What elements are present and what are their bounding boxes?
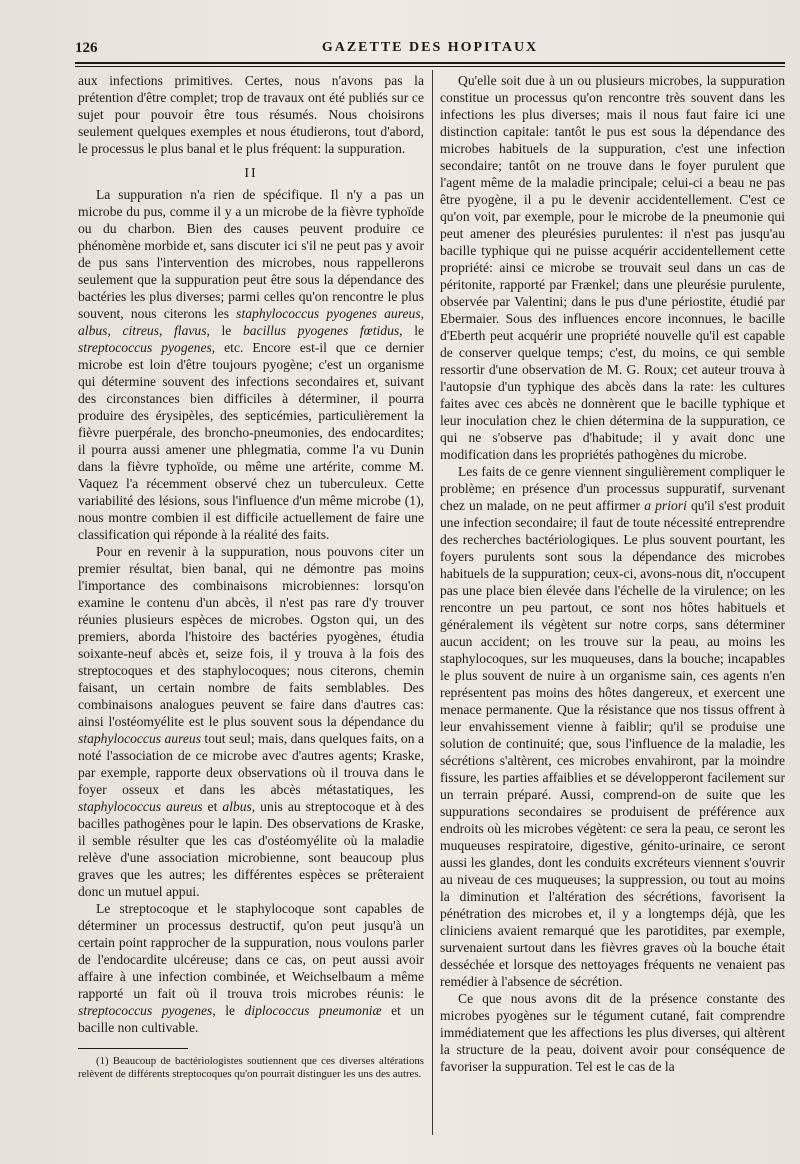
running-title: GAZETTE DES HOPITAUX [321, 40, 539, 55]
section-number: II [244, 166, 258, 181]
footnote: (1) Beaucoup de bactériologistes soutiennent que ces diverses altérations relèvent de différents streptocoques qu'on pourrait distinguer les uns des autres. [78, 1055, 424, 1080]
paragraph: Pour en revenir à la suppuration, nous pouvons citer un premier résultat, bien banal, qui ne démontre pas moins l'importance des combinaisons microbiennes: lorsqu'on examine le contenu d'un abcès, il n'est pas rare d'y trouver réunies plusieurs espèces de microbes. Ogston qui, un des premiers, aborda l'histoire des bactéries pyogènes, étudia soixante-neuf abcès et, seize fois, il y trouva à la fois des streptocoques et des staphylocoques; nous citerons, chemin faisant, un certain nombre de faits semblables. Des combinaisons analogues peuvent se faire dans d'autres cas: ainsi l'ostéomyélite est le plus souvent sous la dépendance du staphylococcus aureus tout seul; mais, dans quelques faits, on a noté l'association de ce microbe avec d'autres agents; Kraske, par exemple, rapporte deux observations où il trouva dans le foyer osseux et dans les abcès métastatiques, les staphylococcus aureus et albus, unis au streptocoque et à des bacilles pathogènes pour le lapin. Des observations de Kraske, il semble résulter que les cas d'ostéomyélite où la maladie relève d'une association microbienne, sont beaucoup plus graves que les autres; les différentes espèces se prêteraient donc un mutuel appui. [78, 544, 425, 899]
left-column [78, 72, 424, 1081]
right-column [440, 72, 785, 1075]
paragraph: La suppuration n'a rien de spécifique. Il n'y a pas un microbe du pus, comme il y a un microbe de la fièvre typhoïde ou du charbon. Bien des causes peuvent produire ce phénomène morbide et, sans discuter ici s'il ne peut pas y avoir de pus sans l'intervention des microbes, nous rappellerons seulement que la suppuration peut être sous la dépendance des bactéries les plus diverses; parmi celles qu'on rencontre le plus souvent, nous citerons les staphylococcus pyogenes aureus, albus, citreus, flavus, le bacillus pyogenes fœtidus, le streptococcus pyogenes, etc. Encore est-il que ce dernier microbe est loin d'être toujours pyogène; c'est un organisme qui détermine souvent des infections secondaires et, suivant des circonstances bien difficiles à déterminer, il pourra produire des érysipèles, des septicémies, particulièrement la fièvre puerpérale, des broncho-pneumonies, des endocardites; il pourra aussi amener une phlegmatia, comme l'a vu Dunin dans la fièvre typhoïde, ou même une artérite, comme M. Vaquez l'a récemment observé chez un tuberculeux. Cette variabilité des lésions, sous l'influence d'un même microbe (1), nous montre combien il est difficile actuellement de faire une classification qui réponde à la réalité des faits. [78, 187, 425, 542]
column-divider [432, 70, 433, 1135]
paragraph: Les faits de ce genre viennent singulièrement compliquer le problème; en présence d'un processus suppuratif, survenant chez un malade, on ne peut affirmer a priori qu'il s'est produit une infection secondaire; il faut de toute nécessité entreprendre des recherches bactériologiques. Le plus souvent pourtant, les foyers purulents sont sous la dépendance des microbes habituels de la suppuration; ceux-ci, avons-nous dit, n'occupent pas une place bien élevée dans l'échelle de la virulence; on les rencontre un peu partout, ce sont nos hôtes habituels et généralement ils végètent sur notre corps, sans déterminer aucun accident; on les trouve sur la peau, au moins les staphylocoques, sur les muqueuses, dans la bouche; incapables le plus souvent de nuire à un organisme sain, ces agents n'en représentent pas moins des hôtes dangereux, et exercent une menace permanente. Que la résistance que nos tissus offrent à leur envahissement vienne à faiblir; qu'il se produise une solution de continuité; que, sous l'influence de la maladie, les sécrétions s'altèrent, ces microbes envahiront, par la moindre fissure, les parties affaiblies et se développeront facilement sur un terrain préparé. Aussi, comprend-on de suite que les suppurations secondaires se produisent de préférence aux endroits où les microbes végètent: ce sera la peau, ce seront les muqueuses respiratoire, digestive, génito-urinaire, ce seront aussi les glandes, dont les conduits excréteurs viennent s'ouvrir au niveau de ces muqueuses; la suppression, ou tout au moins la diminution et l'altération des sécrétions, favorisent la pénétration des microbes et, il y a longtemps déjà, que les cliniciens avaient remarqué que les parotidites, par exemple, survenaient surtout dans les fièvres graves où la bouche était desséchée et lorsque des nettoyages fréquents ne venaient pas remédier à l'absence de sécrétion. [440, 464, 785, 989]
paragraph: Le streptocoque et le staphylocoque sont capables de déterminer un processus destructif, qu'on peut jusqu'à un certain point rapprocher de la suppuration, nous voulons parler de l'endocardite ulcéreuse; dans ce cas, on peut aussi avoir affaire à une infection combinée, et Weichselbaum a même rapporté un fait où il trouva trois microbes réunis: le streptococcus pyogenes, le diplococcus pneumoniæ et un bacille non cultivable. [78, 901, 425, 1035]
paragraph: Qu'elle soit due à un ou plusieurs microbes, la suppuration constitue un processus qu'on rencontre très souvent dans les infections les plus diverses; mais il nous faut faire ici une distinction capitale: tantôt le pus est sous la dépendance des microbes habituels de la suppuration, c'est une infection secondaire; tantôt on ne trouve dans le foyer purulent que l'agent même de la maladie principale; celui-ci a beau ne pas être pyogène, il a pu le devenir accidentellement. C'est ce qu'on voit, par exemple, pour le microbe de la pneumonie qui peut amener des pleurésies purulentes: il n'est pas jusqu'au bacille typhique qui ne puisse acquérir accidentellement cette propriété: ainsi ce microbe se trouvait seul dans un cas de péritonite, rapporté par Frænkel; dans une pleurésie purulente, observée par Valentini; dans le pus d'une périostite, étudié par Ebermaier. Sous des influences encore inconnues, le bacille d'Eberth peut acquérir une propriété nouvelle qu'il est capable de conserver quelque temps; c'est, du moins, ce qui semble ressortir d'une observation de M. G. Roux; cet auteur trouva à l'autopsie d'un typhique des abcès dans la rate: les cultures faites avec ces abcès ne donnèrent que le bacille typhique et leur inoculation chez le chien détermina de la suppuration, ce qui ne s'observe pas d'habitude; il y avait donc une modification dans les propriétés pathogènes du microbe. [440, 73, 785, 462]
paragraph: Ce que nous avons dit de la présence constante des microbes pyogènes sur le tégument cutané, fait comprendre immédiatement que les affections les plus diverses, qui altèrent la structure de la peau, doivent avoir pour conséquence de favoriser la suppuration. Tel est le cas de la [440, 991, 785, 1074]
paragraph: aux infections primitives. Certes, nous n'avons pas la prétention d'être complet; trop de travaux ont été publiés sur ce sujet pour pouvoir être tous résumés. Nous choisirons seulement quelques exemples et nous étudierons, tout d'abord, le processus le plus banal et le plus fréquent: la suppuration. [78, 73, 424, 156]
page-number: 126 [75, 40, 98, 56]
footnote-rule [78, 1048, 188, 1049]
header-rule-thin [75, 66, 785, 67]
page-header [75, 34, 785, 60]
header-rule [75, 62, 785, 64]
